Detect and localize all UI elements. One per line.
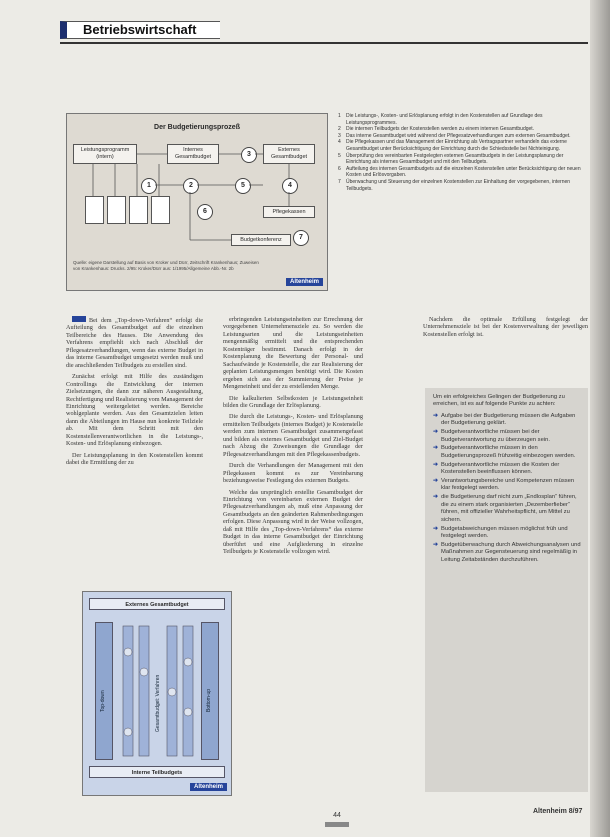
altenheim-logo: Altenheim [190, 783, 227, 791]
paragraph: Die durch die Leistungs-, Kosten- und Erlösplanung ermittelten Teilbudgets (internes Budget) je Kostenstelle werden zum internen Gesamtbudget zusammengefasst und bilden als externes Gesamtbudget und Ziel-Budget nach Abzug die Zuweisungen die Grundlage der Pflegesatzverhandlungen mit den Pflegekassenbudgets. [223, 413, 363, 458]
list-item: ➜ Budgetverantwortliche müssen bei der Budgetverantwortung zu überzeugen sein. [433, 429, 550, 443]
legend-item: 3 Das interne Gesamtbudget wird während der Pflegesatzverhandlungen zum externen Gesamtbudget. [338, 132, 571, 139]
paragraph: Durch die Verhandlungen der Management mit den Pflegekassen kommt es zur Vereinbarung beziehungsweise Festlegung des externen Budgets. [223, 462, 363, 485]
left-vertical-label: Top-down [100, 690, 106, 712]
header-rule [60, 42, 588, 44]
box-budgetkonferenz: Budgetkonferenz [231, 234, 291, 246]
body-column-2 [223, 316, 363, 560]
budget-flow-diagram [82, 591, 232, 796]
diagram-legend [338, 113, 588, 192]
legend-item: 1 Die Leistungs-, Kosten- und Erlösplanung erfolgt in den Kostenstellen auf Grundlage des Leistungsprogrammes. [338, 113, 543, 126]
budgeting-process-diagram [66, 113, 328, 291]
arrow-icon: ➜ [433, 541, 438, 548]
paragraph: Der Leistungsplanung in den Kostenstellen kommt dabei die Ermittlung der zu [66, 451, 203, 467]
step-number: 5 [235, 178, 251, 194]
list-item: ➜ Verantwortungsbereiche und Kompetenzen müssen klar festgelegt werden. [433, 478, 575, 492]
step-number: 2 [183, 178, 199, 194]
box-pflegekassen: Pflegekassen [263, 206, 315, 218]
arrow-icon: ➜ [433, 445, 438, 452]
body-column-1 [66, 316, 203, 471]
box-externes-budget: Externes Gesamtbudget [263, 144, 315, 164]
list-item: ➜ Budgetverantwortliche müssen die Kosten der Kostenstellen beeinflussen können. [433, 461, 560, 476]
section-title: Betriebswirtschaft [83, 22, 197, 37]
list-item: ➜ Budgetabweichungen müssen möglichst früh und festgelegt werden. [433, 525, 568, 539]
paragraph: Bei dem „Top-down-Verfahren“ erfolgt die Aufteilung des Gesamtbudget auf die einzelnen Teilbereiche des Hauses. Die Anwendung des Verfahrens empfiehlt sich nach Abschluß der Pflegesatzverhandlungen, wenn das externe Budget in das interne Gesamtbudget umgesetzt werden muß und die anschließenden Teilbudgets zu erstellen sind. [66, 317, 203, 369]
paragraph: Die kalkulierten Selbstkosten je Leistungseinheit bilden die Grundlage der Erlösplanung. [223, 394, 363, 409]
paragraph: Nachdem die optimale Erfüllung festgelegt der Unternehmensziele ist bei der Kostenverwaltung der jeweiligen Kostenstellen erfolgt ist. [423, 316, 588, 338]
paragraph: Zunächst erfolgt mit Hilfe des zuständigen Controllings die Entwicklung der internen Zielsetzungen, die dann zur näheren Ausgestaltung, Rechtfertigung und Realisierung vom Management der Einrichtung weitergeleitet werden. Bereiche wohlgeplante werden. Aus den Gesamtzielen leiten dann die Abteilungen im Hause nun konkrete Teilziele ab. Mit dem Schritt mit den Kostenstellenverantwortlichen in die Leistungs-, Kosten- und Erlösplanung einbezogen. [66, 373, 203, 448]
box-leistungsprogramm: Leistungsprogramm (intern) [73, 144, 137, 164]
page-number-bar [325, 822, 349, 827]
sidebar-intro: Um ein erfolgreiches Gelingen der Budgetierung zu erreichen, ist es auf folgende Punkte zu achten: [433, 394, 565, 408]
top-band-label: Externes Gesamtbudget [89, 598, 225, 610]
legend-item: 5 Überprüfung des vereinbarten Festgelegten externen Gesamtbudgets in der Leistungsplanung der Einrichtung als internes Gesamtbudget und mit den Teilbudgets. [338, 152, 564, 166]
legend-item: 7 Überwachung und Steuerung der einzelnen Kostenstellen zur Einhaltung der vorgegebenen, internen Teilbudgets. [338, 178, 571, 192]
paragraph: erbringenden Leistungseinheiten zur Errechnung der vorgegebenen Unternehmensziele zu. So werden die Leistungsarten und die Leistungseinheiten mengenmäßig ermittelt und die entsprechenden Kostenträger bestimmt. Danach erfolgt in der Kostenplanung die Bewertung der Personal- und Sachaufwände je Kostenstelle, die zur Realisierung der geplanten Leistungsmengen benötigt wird. Die Kosten ergeben sich aus der Summierung der Preise je Mengeneinheit und der zu erstellenden Menge. [223, 316, 363, 391]
list-item: ➜ Aufgabe bei der Budgetierung müssen die Aufgaben der Budgetierung geklärt. [433, 412, 576, 427]
legend-item: 4 Die Pflegekassen und das Management der Einrichtung als Vertragspartner verhandeln das externe Gesamtbudget unter Berücksichtigung der Einrichtung durch die Schiedsstelle bei Nichteinigung. [338, 139, 567, 152]
legend-item: 2 Die internen Teilbudgets der Kostenstellen werden zu einem internen Gesamtbudget. [338, 126, 535, 133]
step-number: 7 [293, 230, 309, 246]
tips-sidebar [425, 388, 588, 792]
arrow-icon: ➜ [433, 494, 438, 501]
step-number: 1 [141, 178, 157, 194]
list-item: ➜ die Budgetierung darf nicht zum „Endlosplan“ führen, die zu einem stark organisierten „Dezemberfieber“ führen, mit offizieller Wahrheitspflicht, um Mittel zu sichern. [433, 494, 577, 523]
box-internes-budget: Internes Gesamtbudget [167, 144, 219, 164]
legend-item: 6 Aufteilung des internen Gesamtbudgets auf die einzelnen Kostenstellen unter Berücksichtigung der neuen Kosten und Erlösvorgaben. [338, 165, 581, 179]
right-vertical-label: Bottom-up [206, 688, 212, 712]
journal-issue: Altenheim 8/97 [533, 808, 583, 815]
body-column-3 [423, 316, 588, 342]
arrow-icon: ➜ [433, 429, 438, 436]
diagram-caption: Quelle: eigene Darstellung auf Basis von Kroker und Dürr, Zeitschrift Krankenhaus; Zuweisen von Krankenhaus: Drucks. 2/95: Kroker/Dürr aus: 1/1995/Allgemeine Abb.-Nr. 2b [73, 260, 259, 271]
article-start-marker [72, 316, 86, 322]
arrow-icon: ➜ [433, 478, 438, 485]
list-item: ➜ Budgetüberwachung durch Abweichungsanalysen und Maßnahmen zur Gegensteuerung sind regelmäßig in Leitung Zeitabständen durchzuführen. [433, 541, 581, 563]
binding-shadow [590, 0, 610, 837]
arrow-icon: ➜ [433, 461, 438, 468]
altenheim-logo: Altenheim [286, 278, 323, 286]
diagram-title: Der Budgetierungsprozeß [154, 124, 240, 131]
section-header [60, 21, 220, 39]
step-number: 6 [197, 204, 213, 220]
sidebar-list [433, 413, 582, 564]
center-vertical-label: Gesamtbudget: Verfahren [155, 674, 161, 732]
arrow-icon: ➜ [433, 412, 438, 419]
step-number: 3 [241, 147, 257, 163]
paragraph: Welche das ursprünglich erstellte Gesamtbudget der Einrichtung von vereinbarten externen Budget der Pflegesatzverhandlungen ab, muß eine Anpassung der Gesamtbudgets an den geänderten Rahmenbedingungen erfolgen. Diese Anpassung wird in der Weise vollzogen, daß mit Hilfe des „Top-down-Verfahrens“ das externe Budget in das interne Gesamtbudget der Einrichtung überführt und eine Aufgliederung in einzelne Teilbudgets je Kostenstelle vollzogen wird. [223, 488, 363, 556]
page-number: 44 [333, 812, 341, 819]
arrow-icon: ➜ [433, 525, 438, 532]
list-item: ➜ Budgetverantwortliche müssen in den Budgetierungsprozeß frühzeitig einbezogen werden. [433, 445, 576, 459]
bottom-band-label: Interne Teilbudgets [89, 766, 225, 778]
step-number: 4 [282, 178, 298, 194]
